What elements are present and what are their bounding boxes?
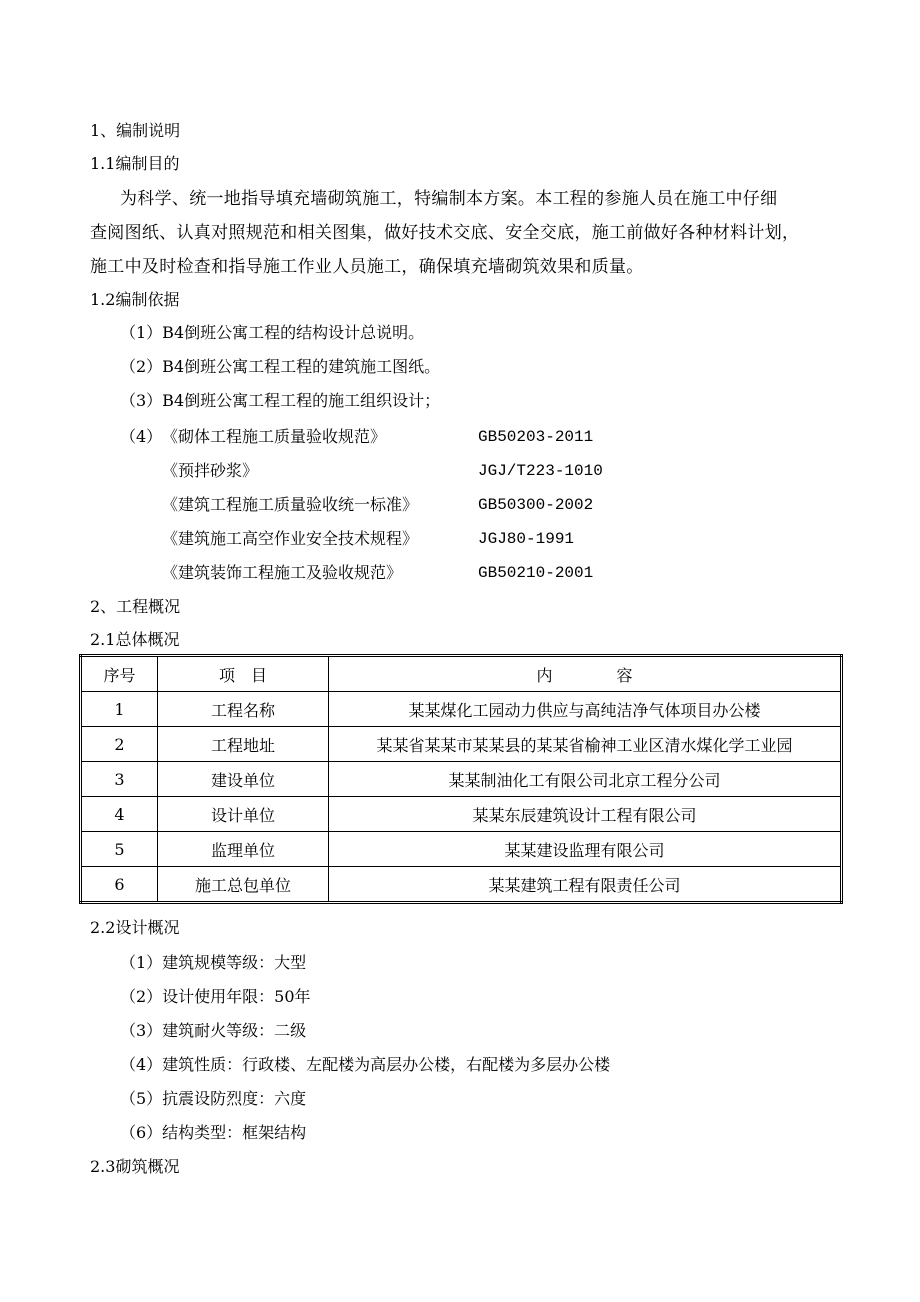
basis-item-2: （2）B4倒班公寓工程工程的建筑施工图纸。: [120, 357, 441, 376]
table-row: [81, 727, 842, 762]
cell-content: 某某东辰建筑设计工程有限公司: [329, 797, 842, 832]
table-row: [81, 692, 842, 727]
standards-prefix: （4）: [120, 427, 163, 446]
design-item-3: （3）建筑耐火等级：二级: [120, 1021, 307, 1040]
standard-code: JGJ/T223-1010: [478, 462, 603, 480]
design-item-6: （6）结构类型：框架结构: [120, 1123, 307, 1142]
table-row: [81, 797, 842, 832]
project-overview-table: [79, 654, 843, 904]
section-2-3-heading: 2.3砌筑概况: [90, 1157, 180, 1176]
cell-content: 某某煤化工园动力供应与高纯洁净气体项目办公楼: [329, 692, 842, 727]
cell-index: 1: [81, 692, 158, 727]
header-index: 序号: [81, 656, 158, 692]
section-1-2-heading: 1.2编制依据: [90, 290, 180, 309]
cell-content: 某某制油化工有限公司北京工程分公司: [329, 762, 842, 797]
cell-item: 监理单位: [158, 832, 329, 867]
design-item-1: （1）建筑规模等级：大型: [120, 953, 307, 972]
basis-item-3: （3）B4倒班公寓工程工程的施工组织设计；: [120, 391, 441, 410]
standard-code: GB50203-2011: [478, 428, 594, 446]
design-item-2: （2）设计使用年限：50年: [120, 987, 311, 1006]
table-row: [81, 867, 842, 903]
cell-item: 工程地址: [158, 727, 329, 762]
purpose-line-1: 为科学、统一地指导填充墙砌筑施工，特编制本方案。本工程的参施人员在施工中仔细: [120, 189, 778, 209]
standard-code: GB50300-2002: [478, 496, 594, 514]
purpose-paragraph-cont: [90, 216, 799, 284]
table-row: [81, 832, 842, 867]
design-item-4: （4）建筑性质：行政楼、左配楼为高层办公楼，右配楼为多层办公楼: [120, 1055, 611, 1074]
cell-content: 某某省某某市某某县的某某省榆神工业区清水煤化学工业园: [329, 727, 842, 762]
table-header-row: [81, 656, 842, 692]
section-2-2-heading: 2.2设计概况: [90, 918, 180, 937]
cell-item: 工程名称: [158, 692, 329, 727]
section-1-1-heading: 1.1编制目的: [90, 154, 180, 173]
standard-name: 《建筑施工高空作业安全技术规程》: [162, 529, 419, 548]
header-content: 内 容: [329, 656, 842, 692]
purpose-line-3: 施工中及时检查和指导施工作业人员施工，确保填充墙砌筑效果和质量。: [90, 257, 644, 277]
standard-name: 《砌体工程施工质量验收规范》: [162, 427, 387, 446]
cell-content: 某某建设监理有限公司: [329, 832, 842, 867]
cell-index: 5: [81, 832, 158, 867]
cell-index: 2: [81, 727, 158, 762]
design-item-5: （5）抗震设防烈度：六度: [120, 1089, 307, 1108]
standard-name: 《预拌砂浆》: [162, 461, 259, 480]
section-2-heading: 2、工程概况: [90, 597, 181, 616]
cell-index: 4: [81, 797, 158, 832]
standard-name: 《建筑装饰工程施工及验收规范》: [162, 563, 403, 582]
cell-item: 设计单位: [158, 797, 329, 832]
header-item: 项 目: [158, 656, 329, 692]
cell-index: 6: [81, 867, 158, 903]
section-2-1-heading: 2.1总体概况: [90, 630, 180, 649]
cell-item: 建设单位: [158, 762, 329, 797]
table-row: [81, 762, 842, 797]
standard-code: JGJ80-1991: [478, 530, 575, 548]
cell-item: 施工总包单位: [158, 867, 329, 903]
standard-name: 《建筑工程施工质量验收统一标准》: [162, 495, 419, 514]
section-1-heading: 1、编制说明: [90, 121, 181, 140]
basis-item-1: （1）B4倒班公寓工程的结构设计总说明。: [120, 323, 425, 342]
purpose-paragraph: [120, 182, 777, 216]
cell-index: 3: [81, 762, 158, 797]
standard-code: GB50210-2001: [478, 564, 594, 582]
cell-content: 某某建筑工程有限责任公司: [329, 867, 842, 903]
purpose-line-2: 查阅图纸、认真对照规范和相关图集，做好技术交底、安全交底，施工前做好各种材料计划，: [90, 223, 800, 243]
